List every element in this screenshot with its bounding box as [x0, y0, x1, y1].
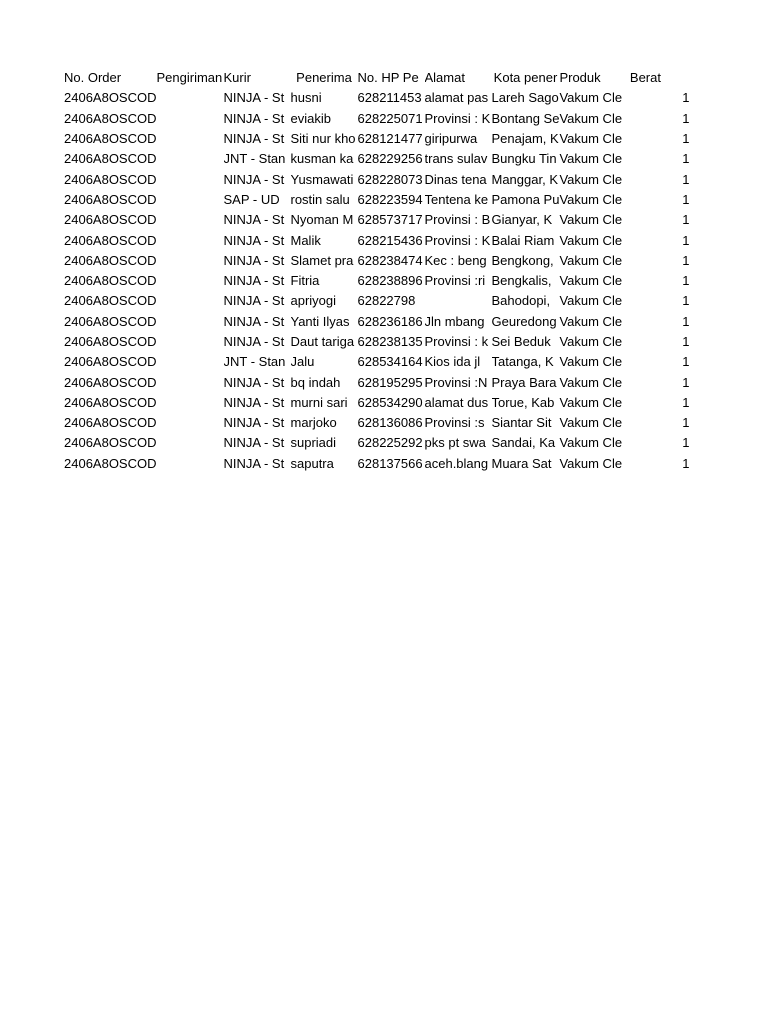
- no-hp-cell[interactable]: 628223594: [357, 191, 423, 207]
- pengiriman-cell[interactable]: [157, 352, 224, 372]
- no-hp-cell[interactable]: 628215436: [357, 232, 423, 248]
- alamat-cell[interactable]: Provinsi : k: [424, 334, 489, 349]
- qty-cell[interactable]: 1: [682, 394, 690, 410]
- pengiriman-cell[interactable]: [157, 210, 224, 230]
- alamat-cell[interactable]: pks pt swa: [424, 435, 486, 451]
- table-row: [64, 332, 689, 352]
- pengiriman-cell[interactable]: [157, 393, 224, 413]
- col-header-pengiriman: Pengiriman: [156, 70, 223, 86]
- no-order-cell[interactable]: 2406A8OSCOD: [64, 151, 157, 167]
- no-hp-cell[interactable]: 628238135: [357, 334, 423, 349]
- qty-cell[interactable]: 1: [682, 334, 690, 349]
- pengiriman-cell[interactable]: [157, 312, 224, 332]
- alamat-cell[interactable]: Kios ida jl: [424, 354, 481, 370]
- produk-cell[interactable]: Vakum Cle: [559, 171, 623, 187]
- produk-cell[interactable]: Vakum Cle: [559, 334, 623, 349]
- table-row: [64, 190, 689, 210]
- penerima-cell[interactable]: Nyoman M: [290, 212, 354, 228]
- produk-cell[interactable]: Vakum Cle: [559, 151, 623, 167]
- table-row: [64, 291, 689, 311]
- alamat-cell[interactable]: Jln mbang: [424, 313, 485, 329]
- kota-cell[interactable]: Bahodopi,: [491, 293, 551, 309]
- no-order-cell[interactable]: 2406A8OSCOD: [64, 232, 157, 248]
- table-row: [64, 433, 689, 453]
- table-row: [64, 413, 689, 433]
- berat-cell[interactable]: [626, 149, 664, 169]
- col-header-berat: Berat: [629, 70, 661, 86]
- alamat-cell[interactable]: Dinas tena: [424, 171, 487, 187]
- kurir-cell[interactable]: NINJA - St: [223, 273, 285, 289]
- table-row: [64, 149, 689, 169]
- alamat-cell[interactable]: alamat pas: [424, 90, 489, 106]
- pengiriman-cell[interactable]: [157, 230, 224, 250]
- berat-cell[interactable]: [626, 372, 664, 392]
- qty-cell[interactable]: 1: [682, 110, 690, 126]
- penerima-cell[interactable]: murni sari: [290, 394, 348, 410]
- alamat-cell[interactable]: Provinsi : B: [424, 212, 491, 228]
- kota-cell[interactable]: Pamona Pu: [491, 191, 560, 207]
- kurir-cell[interactable]: NINJA - St: [223, 313, 285, 329]
- qty-cell[interactable]: 1: [682, 131, 690, 147]
- kota-cell[interactable]: Praya Bara: [491, 374, 557, 390]
- no-hp-cell[interactable]: 628236186: [357, 313, 423, 329]
- alamat-cell[interactable]: alamat dus: [424, 394, 489, 410]
- no-hp-cell[interactable]: 628195295: [357, 374, 423, 390]
- qty-cell[interactable]: 1: [682, 455, 690, 471]
- produk-cell[interactable]: Vakum Cle: [559, 110, 623, 126]
- alamat-cell[interactable]: trans sulav: [424, 151, 488, 167]
- qty-cell[interactable]: 1: [682, 374, 690, 390]
- qty-cell[interactable]: 1: [682, 232, 690, 248]
- col-header-penerima: Penerima: [296, 70, 352, 86]
- no-hp-cell[interactable]: 628211453: [357, 90, 422, 106]
- penerima-cell[interactable]: Slamet pra: [290, 252, 354, 268]
- alamat-cell[interactable]: Kec : beng: [424, 252, 487, 268]
- qty-cell[interactable]: 1: [682, 354, 690, 370]
- kurir-cell[interactable]: NINJA - St: [223, 131, 285, 147]
- no-hp-cell[interactable]: 628573717: [357, 212, 423, 228]
- no-order-cell[interactable]: 2406A8OSCOD: [64, 334, 157, 349]
- qty-cell[interactable]: 1: [682, 171, 690, 187]
- no-order-cell[interactable]: 2406A8OSCOD: [64, 313, 157, 329]
- no-order-cell[interactable]: 2406A8OSCOD: [64, 90, 157, 106]
- qty-cell[interactable]: 1: [682, 293, 690, 309]
- produk-cell[interactable]: Vakum Cle: [559, 435, 623, 451]
- table-row: [64, 129, 689, 149]
- berat-cell[interactable]: [626, 413, 664, 433]
- kota-cell[interactable]: Muara Sat: [491, 455, 552, 471]
- col-header-qty: [664, 68, 689, 88]
- kota-cell[interactable]: Tatanga, K: [491, 354, 554, 370]
- kurir-cell[interactable]: NINJA - St: [223, 110, 285, 126]
- pengiriman-cell[interactable]: [157, 88, 224, 108]
- penerima-cell[interactable]: rostin salu: [290, 191, 350, 207]
- kurir-cell[interactable]: NINJA - St: [223, 374, 285, 390]
- penerima-cell[interactable]: Siti nur kho: [290, 131, 356, 147]
- berat-cell[interactable]: [626, 251, 664, 271]
- berat-cell[interactable]: [626, 129, 664, 149]
- penerima-cell[interactable]: Jalu: [290, 354, 315, 370]
- alamat-cell[interactable]: Tentena ke: [424, 191, 489, 207]
- col-header-produk: Produk: [559, 70, 601, 86]
- table-row: [64, 88, 689, 108]
- no-hp-cell[interactable]: 628229256: [357, 151, 423, 167]
- penerima-cell[interactable]: husni: [290, 90, 322, 106]
- kota-cell[interactable]: Bungku Tin: [491, 151, 557, 167]
- header-row: [64, 68, 689, 88]
- kota-cell[interactable]: Geuredong: [491, 313, 557, 329]
- produk-cell[interactable]: Vakum Cle: [559, 252, 623, 268]
- alamat-cell[interactable]: Provinsi :ri: [424, 273, 486, 289]
- pengiriman-cell[interactable]: [157, 271, 224, 291]
- kurir-cell[interactable]: JNT - Stan: [223, 354, 286, 370]
- berat-cell[interactable]: [626, 393, 664, 413]
- berat-cell[interactable]: [626, 332, 664, 352]
- no-hp-cell[interactable]: 628136086: [357, 415, 423, 431]
- penerima-cell[interactable]: Fitria: [290, 273, 320, 289]
- produk-cell[interactable]: Vakum Cle: [559, 131, 623, 147]
- produk-cell[interactable]: Vakum Cle: [559, 212, 623, 228]
- table-row: [64, 251, 689, 271]
- produk-cell[interactable]: Vakum Cle: [559, 455, 623, 471]
- alamat-cell[interactable]: Provinsi :N: [424, 374, 488, 390]
- pengiriman-cell[interactable]: [157, 332, 224, 352]
- berat-cell[interactable]: [626, 271, 664, 291]
- table-row: [64, 372, 689, 392]
- order-table: [64, 68, 689, 474]
- kurir-cell[interactable]: NINJA - St: [223, 212, 285, 228]
- qty-cell[interactable]: 1: [682, 273, 690, 289]
- no-order-cell[interactable]: 2406A8OSCOD: [64, 374, 157, 390]
- no-hp-cell[interactable]: 628238896: [357, 273, 423, 289]
- produk-cell[interactable]: Vakum Cle: [559, 191, 623, 207]
- no-hp-cell[interactable]: 628228073: [357, 171, 423, 187]
- berat-cell[interactable]: [626, 169, 664, 189]
- alamat-cell[interactable]: giripurwa: [424, 131, 478, 147]
- produk-cell[interactable]: Vakum Cle: [559, 354, 623, 370]
- kurir-cell[interactable]: NINJA - St: [223, 415, 285, 431]
- table-row: [64, 230, 689, 250]
- kota-cell[interactable]: Siantar Sit: [491, 415, 552, 431]
- pengiriman-cell[interactable]: [157, 372, 224, 392]
- penerima-cell[interactable]: Yanti Ilyas: [290, 313, 350, 329]
- kota-cell[interactable]: Manggar, K: [491, 171, 558, 187]
- no-hp-cell[interactable]: 628121477: [357, 131, 423, 147]
- pengiriman-cell[interactable]: [157, 251, 224, 271]
- table-row: [64, 210, 689, 230]
- qty-cell[interactable]: 1: [682, 415, 690, 431]
- col-header-no-order: No. Order: [64, 70, 122, 86]
- no-hp-cell[interactable]: 628534164: [357, 354, 423, 370]
- pengiriman-cell[interactable]: [157, 413, 224, 433]
- kurir-cell[interactable]: NINJA - St: [223, 90, 285, 106]
- table-body: [64, 88, 689, 474]
- table-row: [64, 109, 689, 129]
- kurir-cell[interactable]: SAP - UD: [223, 191, 280, 207]
- berat-cell[interactable]: [626, 190, 664, 210]
- no-order-cell[interactable]: 2406A8OSCOD: [64, 354, 157, 370]
- produk-cell[interactable]: Vakum Cle: [559, 273, 623, 289]
- produk-cell[interactable]: Vakum Cle: [559, 415, 623, 431]
- no-order-cell[interactable]: 2406A8OSCOD: [64, 435, 157, 451]
- table-row: [64, 312, 689, 332]
- kurir-cell[interactable]: NINJA - St: [223, 394, 285, 410]
- kota-cell[interactable]: Penajam, K: [491, 131, 559, 147]
- col-header-no-hp: No. HP Pe: [357, 70, 419, 86]
- no-hp-cell[interactable]: 628238474: [357, 252, 423, 268]
- produk-cell[interactable]: Vakum Cle: [559, 232, 623, 248]
- kota-cell[interactable]: Gianyar, K: [491, 212, 553, 228]
- table-row: [64, 393, 689, 413]
- penerima-cell[interactable]: marjoko: [290, 415, 337, 431]
- col-header-kurir: Kurir: [223, 70, 251, 86]
- berat-cell[interactable]: [626, 454, 664, 474]
- kurir-cell[interactable]: NINJA - St: [223, 455, 285, 471]
- penerima-cell[interactable]: eviakib: [290, 110, 331, 126]
- alamat-cell[interactable]: Provinsi :s: [424, 415, 485, 431]
- kurir-cell[interactable]: NINJA - St: [223, 334, 285, 349]
- pengiriman-cell[interactable]: [157, 433, 224, 453]
- berat-cell[interactable]: [626, 291, 664, 311]
- produk-cell[interactable]: Vakum Cle: [559, 293, 623, 309]
- pengiriman-cell[interactable]: [157, 149, 224, 169]
- qty-cell[interactable]: 1: [682, 151, 690, 167]
- no-order-cell[interactable]: 2406A8OSCOD: [64, 131, 157, 147]
- no-hp-cell[interactable]: 628534290: [357, 394, 423, 410]
- produk-cell[interactable]: Vakum Cle: [559, 394, 623, 410]
- kota-cell[interactable]: Sei Beduk: [491, 334, 551, 349]
- berat-cell[interactable]: [626, 433, 664, 453]
- qty-cell[interactable]: 1: [682, 313, 690, 329]
- penerima-cell[interactable]: Daut tariga: [290, 334, 355, 349]
- berat-cell[interactable]: [626, 230, 664, 250]
- col-header-alamat: Alamat: [424, 70, 465, 86]
- no-order-cell[interactable]: 2406A8OSCOD: [64, 212, 157, 228]
- kurir-cell[interactable]: NINJA - St: [223, 293, 285, 309]
- kota-cell[interactable]: Sandai, Ka: [491, 435, 556, 451]
- penerima-cell[interactable]: saputra: [290, 455, 334, 471]
- penerima-cell[interactable]: kusman ka: [290, 151, 354, 167]
- pengiriman-cell[interactable]: [157, 454, 224, 474]
- pengiriman-cell[interactable]: [157, 109, 224, 129]
- alamat-cell[interactable]: Provinsi : K: [424, 232, 491, 248]
- kota-cell[interactable]: Bengkalis,: [491, 273, 552, 289]
- pengiriman-cell[interactable]: [157, 129, 224, 149]
- no-order-cell[interactable]: 2406A8OSCOD: [64, 415, 157, 431]
- no-hp-cell[interactable]: 628137566: [357, 455, 423, 471]
- alamat-cell[interactable]: Provinsi : K: [424, 110, 491, 126]
- no-order-cell[interactable]: 2406A8OSCOD: [64, 252, 157, 268]
- berat-cell[interactable]: [626, 210, 664, 230]
- no-hp-cell[interactable]: 628225292: [357, 435, 423, 451]
- kota-cell[interactable]: Lareh Sago: [491, 90, 559, 106]
- no-order-cell[interactable]: 2406A8OSCOD: [64, 171, 157, 187]
- table-row: [64, 454, 689, 474]
- pengiriman-cell[interactable]: [157, 169, 224, 189]
- penerima-cell[interactable]: supriadi: [290, 435, 337, 451]
- no-order-cell[interactable]: 2406A8OSCOD: [64, 455, 157, 471]
- qty-cell[interactable]: 1: [682, 435, 690, 451]
- produk-cell[interactable]: Vakum Cle: [559, 374, 623, 390]
- kota-cell[interactable]: Balai Riam: [491, 232, 555, 248]
- qty-cell[interactable]: 1: [682, 90, 690, 106]
- table-row: [64, 169, 689, 189]
- kurir-cell[interactable]: NINJA - St: [223, 435, 285, 451]
- table-row: [64, 352, 689, 372]
- no-order-cell[interactable]: 2406A8OSCOD: [64, 191, 157, 207]
- penerima-cell[interactable]: bq indah: [290, 374, 341, 390]
- berat-cell[interactable]: [626, 352, 664, 372]
- berat-cell[interactable]: [626, 109, 664, 129]
- kurir-cell[interactable]: NINJA - St: [223, 232, 285, 248]
- no-order-cell[interactable]: 2406A8OSCOD: [64, 273, 157, 289]
- table-row: [64, 271, 689, 291]
- col-header-kota: Kota pener: [493, 70, 558, 86]
- no-order-cell[interactable]: 2406A8OSCOD: [64, 293, 157, 309]
- kota-cell[interactable]: Bengkong,: [491, 252, 554, 268]
- berat-cell[interactable]: [626, 88, 664, 108]
- berat-cell[interactable]: [626, 312, 664, 332]
- produk-cell[interactable]: Vakum Cle: [559, 90, 623, 106]
- pengiriman-cell[interactable]: [157, 291, 224, 311]
- alamat-cell[interactable]: aceh.blang: [424, 455, 489, 471]
- no-order-cell[interactable]: 2406A8OSCOD: [64, 394, 157, 410]
- no-hp-cell[interactable]: 62822798: [357, 293, 416, 309]
- no-hp-cell[interactable]: 628225071: [357, 110, 423, 126]
- qty-cell[interactable]: 1: [682, 191, 690, 207]
- penerima-cell[interactable]: apriyogi: [290, 293, 337, 309]
- produk-cell[interactable]: Vakum Cle: [559, 313, 623, 329]
- alamat-cell[interactable]: [425, 291, 492, 311]
- pengiriman-cell[interactable]: [157, 190, 224, 210]
- kurir-cell[interactable]: NINJA - St: [223, 171, 285, 187]
- no-order-cell[interactable]: 2406A8OSCOD: [64, 110, 157, 126]
- penerima-cell[interactable]: Malik: [290, 232, 321, 248]
- penerima-cell[interactable]: Yusmawati: [290, 171, 354, 187]
- kurir-cell[interactable]: JNT - Stan: [223, 151, 286, 167]
- kota-cell[interactable]: Bontang Se: [491, 110, 560, 126]
- qty-cell[interactable]: 1: [682, 252, 690, 268]
- qty-cell[interactable]: 1: [682, 212, 690, 228]
- kurir-cell[interactable]: NINJA - St: [223, 252, 285, 268]
- kota-cell[interactable]: Torue, Kab: [491, 394, 555, 410]
